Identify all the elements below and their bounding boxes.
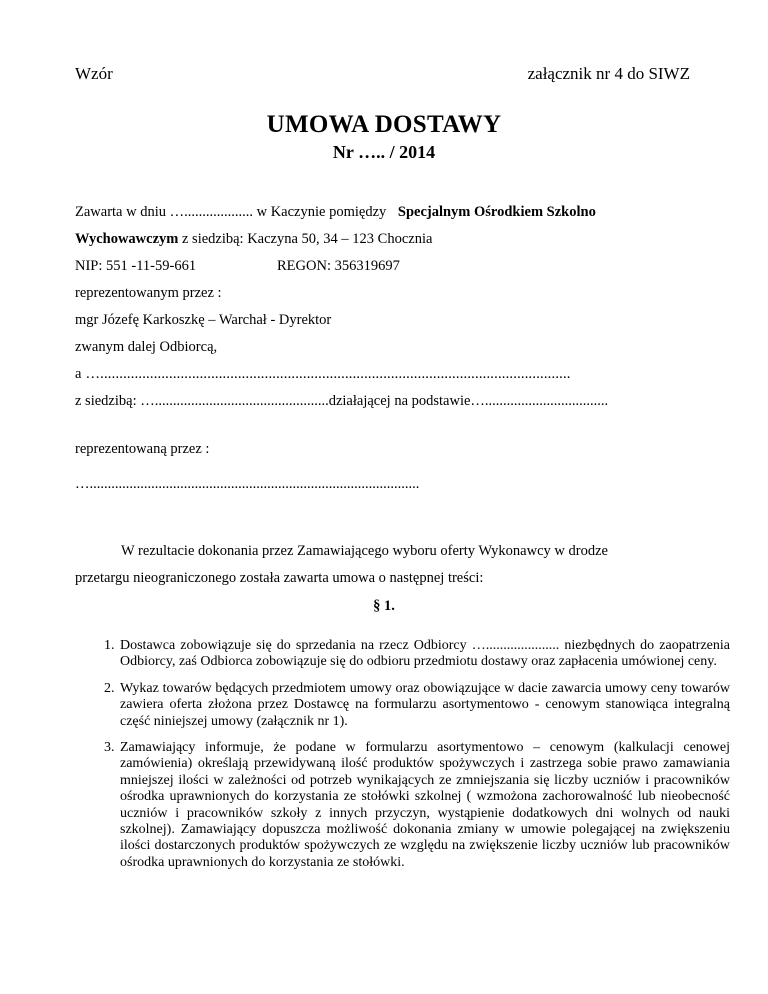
header-left: Wzór (75, 64, 113, 83)
preamble-line-1: W rezultacie dokonania przez Zamawiającego wyboru oferty Wykonawcy w drodze (121, 543, 608, 559)
list-item: 1. Dostawca zobowiązuje się do sprzedania na rzecz Odbiorcy …..................... niezbędnych do zaopatrzenia Odbiorcy, zaś Odbiorca zobowiązuje się do odbioru przedmiotu dostawy oraz zapłacenia umówionej ceny. (118, 638, 730, 671)
nip-number: NIP: 551 -11-59-661 (75, 258, 197, 274)
preamble-line-2: przetargu nieograniczonego została zawarta umowa o następnej treści: (75, 570, 484, 586)
document-number: Nr ….. / 2014 (332, 142, 436, 162)
intro-line-1-text: Zawarta w dniu …................... w Kaczynie pomiędzy (75, 204, 387, 220)
list-item: 2. Wykaz towarów będących przedmiotem umowy oraz obowiązujące w dacie zawarcia umowy ceny towarów zawiera oferta złożona przez Dostawcę na formularzu asortymentowo - cenowym stanowiąca integralną część niniejszej umowy (załącznik nr 1). (118, 681, 730, 730)
called-recipient: zwanym dalej Odbiorcą, (75, 339, 218, 355)
regon-number: REGON: 356319697 (277, 258, 400, 274)
section-heading: § 1. (373, 598, 395, 614)
intro-line-1-party: Specjalnym Ośrodkiem Szkolno (397, 204, 596, 220)
intro-line-2 (75, 231, 432, 248)
header-right: załącznik nr 4 do SIWZ (527, 64, 690, 83)
representative-blank: …........................................................................................... (75, 476, 420, 492)
list-item: 3. Zamawiający informuje, że podane w formularzu asortymentowo – cenowym (kalkulacji cenowej zamówienia) określają przewidywaną ilość produktów spożywczych i zastrzega sobie prawo zamawiania mniejszej ilości w zależności od potrzeb wynikających ze zmniejszania się liczby uczniów i pracowników ośrodka uprawnionych do korzystania ze stołówki szkolnej ( wzmożona zachorowalność lub nieobecność uczniów i pracowników szkoły z innych przyczyn, wystąpienie dodatkowych dni wolnych od nauki szkolnej). Zamawiający dopuszcza możliwość dokonania zmiany w umowie polegającej na zwiększeniu ilości dostarczonych produktów spożywczych ze względu na zwiększenie liczby uczniów lub pracowników ośrodka uprawnionych do korzystania ze stołówki. (118, 740, 730, 871)
director-name: mgr Józefę Karkoszkę – Warchał - Dyrektor (75, 312, 332, 328)
intro-line-2-party: Wychowawczym (75, 231, 179, 247)
document-title: UMOWA DOSTAWY (266, 111, 502, 138)
represented-by-label-2: reprezentowaną przez : (75, 441, 210, 457)
intro-line-1 (75, 204, 596, 221)
section-1-points (88, 638, 730, 881)
represented-by-label: reprezentowanym przez : (75, 285, 222, 301)
contractor-blank: a …........................................................................................................................... (75, 366, 571, 382)
seat-blank: z siedzibą: …................................................działającej na podstawie….................................. (75, 393, 609, 409)
intro-line-2-address: z siedzibą: Kaczyna 50, 34 – 123 Chocznia (178, 231, 433, 247)
